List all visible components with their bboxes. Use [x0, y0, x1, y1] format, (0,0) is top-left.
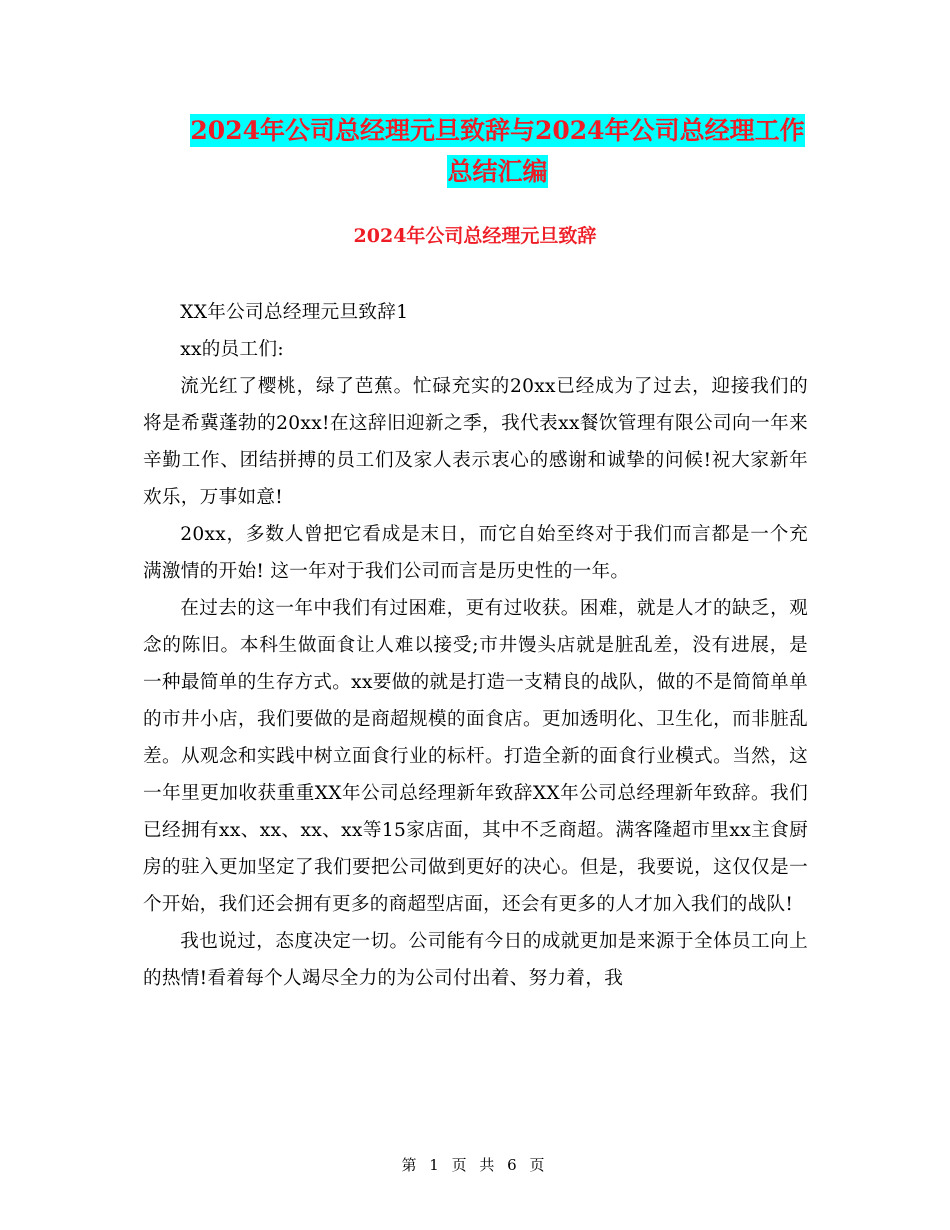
document-title-line-2: 总结汇编	[447, 157, 548, 186]
paragraph: 我也说过，态度决定一切。公司能有今日的成就更加是来源于全体员工向上的热情!看着每个人竭尽全力的为公司付出着、努力着，我	[143, 931, 808, 989]
paragraph: 流光红了樱桃，绿了芭蕉。忙碌充实的20xx已经成为了过去，迎接我们的将是希冀蓬勃的20xx!在这辞旧迎新之季，我代表xx餐饮管理有限公司向一年来辛勤工作、团结拼搏的员工们及家人表示衷心的感谢和诚挚的问候!祝大家新年欢乐，万事如意!	[143, 376, 808, 508]
paragraph: 在过去的这一年中我们有过困难，更有过收获。困难，就是人才的缺乏，观念的陈旧。本科生做面食让人难以接受;市井馒头店就是脏乱差，没有进展，是一种最简单的生存方式。xx要做的就是打造一支精良的战队，做的不是简简单单的市井小店，我们要做的是商超规模的面食店。更加透明化、卫生化，而非脏乱差。从观念和实践中树立面食行业的标杆。打造全新的面食行业模式。当然，这一年里更加收获重重XX年公司总经理新年致辞XX年公司总经理新年致辞。我们已经拥有xx、xx、xx、xx等15家店面，其中不乏商超。满客隆超市里xx主食厨房的驻入更加坚定了我们要把公司做到更好的决心。但是，我要说，这仅仅是一个开始，我们还会拥有更多的商超型店面，还会有更多的人才加入我们的战队!	[143, 598, 808, 915]
paragraph: 20xx，多数人曾把它看成是末日，而它自始至终对于我们而言都是一个充满激情的开始! 这一年对于我们公司而言是历史性的一年。	[143, 524, 808, 582]
paragraph: xx的员工们:	[180, 339, 284, 360]
document-title	[140, 110, 855, 192]
section-title: 2024年公司总经理元旦致辞	[353, 225, 597, 247]
document-title-line-1: 2024年公司总经理元旦致辞与2024年公司总经理工作	[190, 116, 805, 145]
page-footer: 第 1 页 共 6 页	[401, 1156, 549, 1174]
document-body	[143, 294, 808, 997]
paragraph: XX年公司总经理元旦致辞1	[180, 302, 409, 323]
